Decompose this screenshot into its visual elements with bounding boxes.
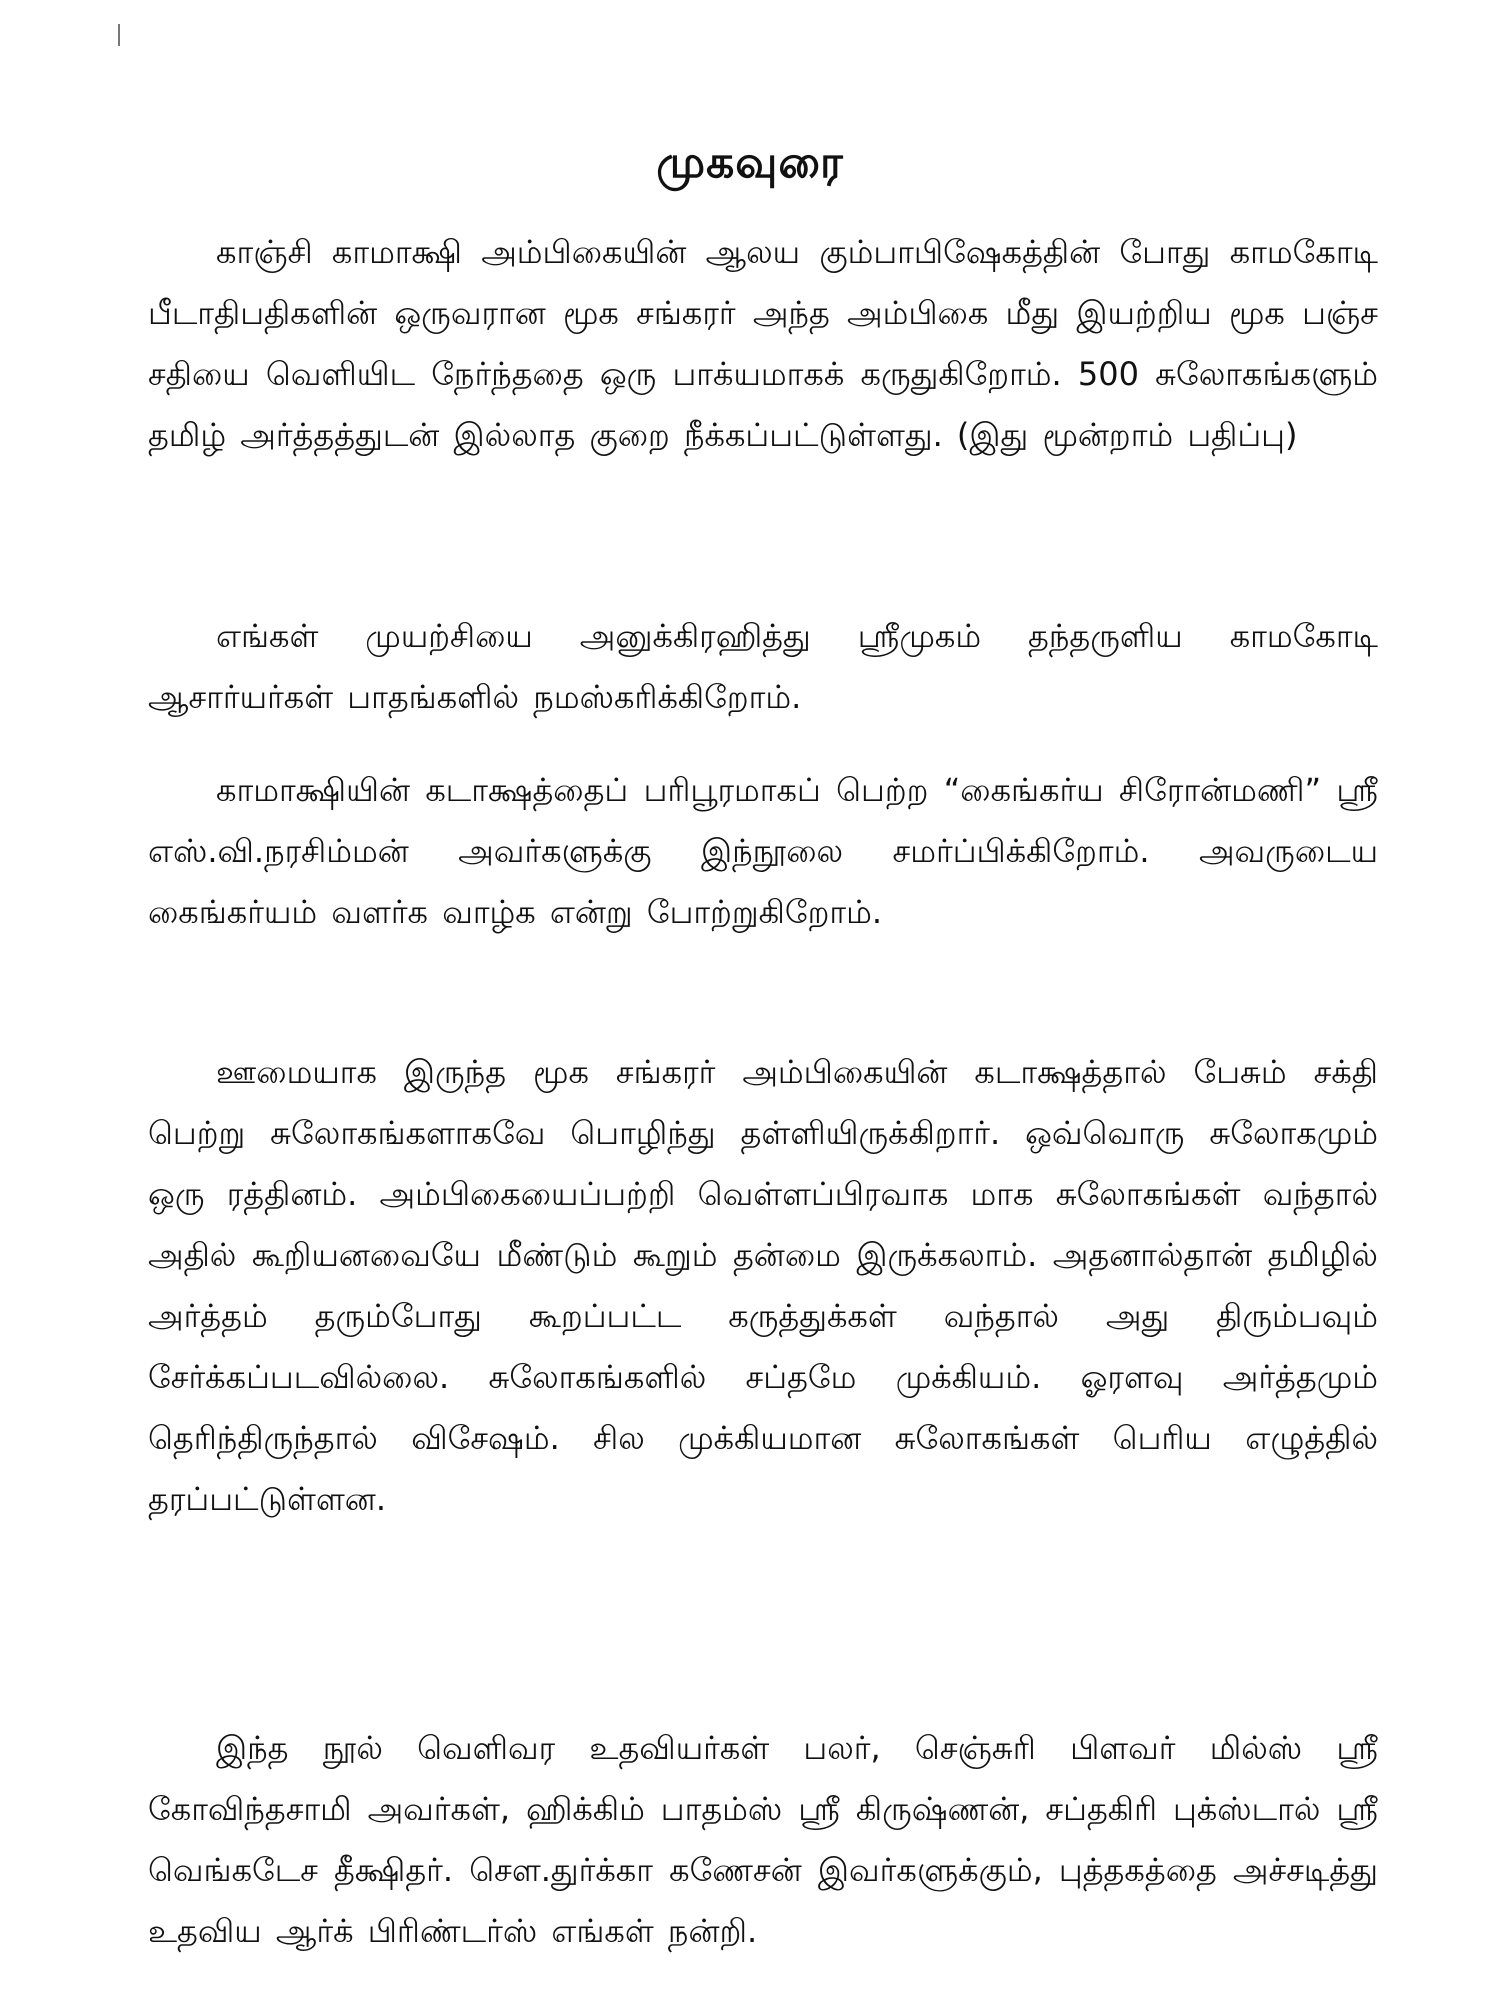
scan-edge-mark — [118, 24, 120, 46]
paragraph-thanks: இந்த நூல் வெளிவர உதவியர்கள் பலர், செஞ்சுரி பிளவர் மில்ஸ் ஸ்ரீ கோவிந்தசாமி அவர்கள், ஹிக்கிம் பாதம்ஸ் ஸ்ரீ கிருஷ்ணன், சப்தகிரி புக்ஸ்டால் ஸ்ரீ வெங்கடேச தீக்ஷிதர். சௌ.துர்க்கா கணேசன் இவர்களுக்கும், புத்தகத்தை அச்சடித்து உதவிய ஆர்க் பிரிண்டர்ஸ் எங்கள் நன்றி. — [148, 1729, 1378, 1950]
paragraph-about-slokas: ஊமையாக இருந்த மூக சங்கரர் அம்பிகையின் கடாக்ஷத்தால் பேசும் சக்தி பெற்று சுலோகங்களாகவே பொழிந்து தள்ளியிருக்கிறார். ஒவ்வொரு சுலோகமும் ஒரு ரத்தினம். அம்பிகையைப்பற்றி வெள்ளப்பிரவாக மாக சுலோகங்கள் வந்தால் அதில் கூறியனவையே மீண்டும் கூறும் தன்மை இருக்கலாம். அதனால்தான் தமிழில் அர்த்தம் தரும்போது கூறப்பட்ட கருத்துக்கள் வந்தால் அது திரும்பவும் சேர்க்கப்படவில்லை. சுலோகங்களில் சப்தமே முக்கியம். ஓரளவு அர்த்தமும் தெரிந்திருந்தால் விசேஷம். சில முக்கியமான சுலோகங்கள் பெரிய எழுத்தில் தரப்பட்டுள்ளன. — [148, 1053, 1379, 1518]
paragraph-acknowledge-acharyas: எங்கள் முயற்சியை அனுக்கிரஹித்து ஸ்ரீமுகம் தந்தருளிய காமகோடி ஆசார்யர்கள் பாதங்களில் நமஸ்கரிக்கிறோம். — [148, 617, 1378, 716]
page-title: முகவுரை — [656, 137, 844, 189]
paragraph-dedication: காமாக்ஷியின் கடாக்ஷத்தைப் பரிபூரமாகப் பெற்ற “கைங்கர்ய சிரோன்மணி” ஸ்ரீ எஸ்.வி.நரசிம்மன் அவர்களுக்கு இந்நூலை சமர்ப்பிக்கிறோம். அவருடைய கைங்கர்யம் வளர்க வாழ்க என்று போற்றுகிறோம். — [148, 771, 1378, 931]
paragraph-introduction: காஞ்சி காமாக்ஷி அம்பிகையின் ஆலய கும்பாபிஷேகத்தின் போது காமகோடி பீடாதிபதிகளின் ஒருவரான மூக சங்கரர் அந்த அம்பிகை மீது இயற்றிய மூக பஞ்ச சதியை வெளியிட நேர்ந்ததை ஒரு பாக்யமாகக் கருதுகிறோம். 500 சுலோகங்களும் தமிழ் அர்த்தத்துடன் இல்லாத குறை நீக்கப்பட்டுள்ளது. (இது மூன்றாம் பதிப்பு) — [148, 233, 1378, 454]
